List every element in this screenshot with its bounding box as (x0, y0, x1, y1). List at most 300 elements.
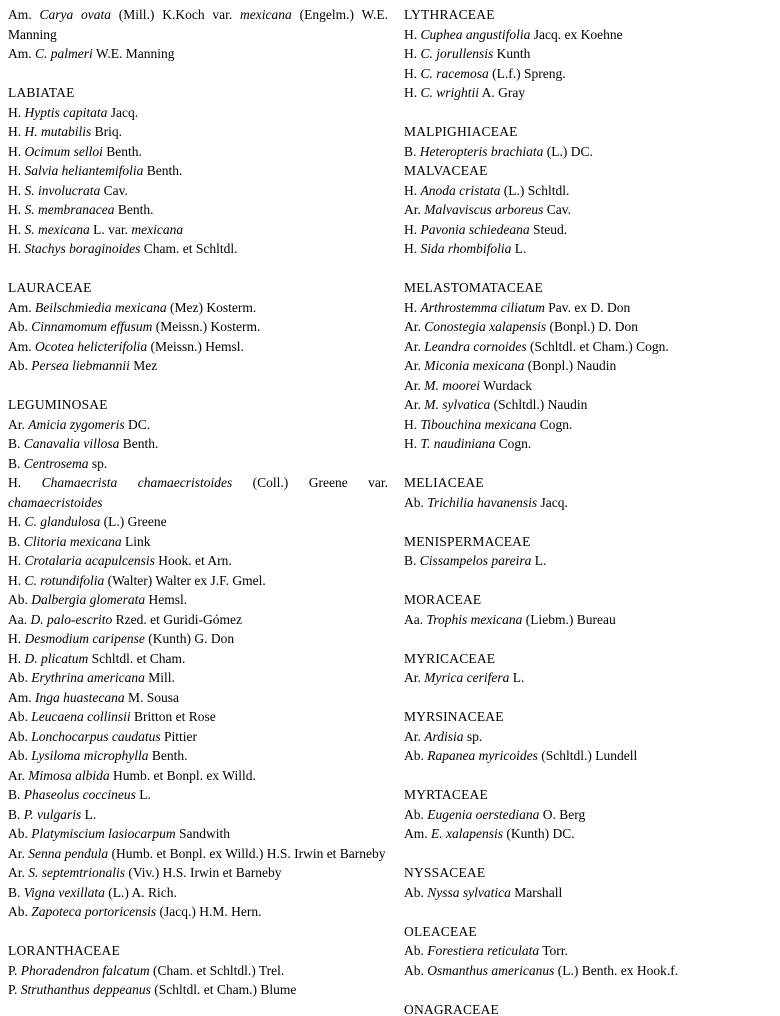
species-entry (8, 610, 388, 630)
scientific-name: Stachys boraginoides (24, 241, 141, 256)
scientific-name: C. racemosa (420, 65, 489, 81)
entry-text: B. (8, 787, 24, 802)
entry-text: (Schltdl.) Lundell (537, 748, 638, 763)
entry-text: Ar. (8, 845, 29, 861)
scientific-name: Salvia heliantemifolia (24, 163, 144, 178)
entry-text: (Mill.) K.Koch var. (110, 7, 241, 22)
family-heading: LYTHRACEAE (404, 7, 495, 22)
entry-text: DC. (124, 416, 151, 432)
species-entry (8, 629, 388, 649)
species-entry (8, 532, 388, 552)
entry-text: H. (404, 65, 421, 81)
entry-text: Cogn. (495, 436, 532, 451)
family-heading: NYSSACEAE (404, 865, 486, 880)
entry-text: H. (404, 416, 421, 432)
entry-text: Ab. (8, 748, 32, 763)
scientific-name: S. mexicana (24, 221, 90, 237)
entry-text: Ab. (8, 358, 32, 373)
entry-text: L. (135, 787, 151, 802)
entry-text: sp. (463, 728, 483, 744)
entry-text: (Coll.) Greene var. (232, 475, 388, 490)
entry-text: A. Gray (479, 85, 526, 100)
scientific-name: C. jorullensis (420, 46, 494, 61)
entry-text: L. (511, 241, 527, 256)
entry-text: H. (404, 26, 421, 42)
species-entry (404, 434, 780, 454)
species-entry (404, 941, 780, 961)
family-heading: MYRSINACEAE (404, 709, 504, 724)
family-block (404, 590, 780, 629)
entry-text: Ar. (404, 670, 425, 685)
entry-text: H. (8, 202, 25, 217)
entry-text: Aa. (404, 611, 427, 627)
family-heading: ONAGRACEAE (404, 1001, 499, 1016)
scientific-name: Erythrina americana (31, 670, 145, 685)
entry-text: Ar. (404, 319, 425, 334)
species-entry (404, 220, 780, 240)
species-entry (8, 844, 388, 864)
entry-text: H. (404, 299, 421, 315)
entry-text: P. (8, 962, 21, 978)
family-block (404, 278, 780, 454)
entry-text: (L.) Schltdl. (500, 182, 570, 198)
entry-text: H. (8, 124, 25, 139)
species-entry (404, 298, 780, 318)
species-entry (404, 64, 780, 84)
species-entry (8, 142, 388, 162)
entry-text: Ab. (404, 884, 428, 900)
family-block (404, 473, 780, 512)
scientific-name: Chamaecrista chamaecristoides (41, 475, 233, 490)
scientific-name: Senna pendula (28, 845, 109, 861)
species-entry (404, 824, 780, 844)
entry-text: L. (509, 670, 525, 685)
family-block (404, 863, 780, 902)
scientific-name: Hyptis capitata (24, 104, 108, 120)
scientific-name: Miconia mexicana (424, 358, 525, 373)
species-entry (404, 200, 780, 220)
species-entry (8, 571, 388, 591)
entry-text: (Jacq.) H.M. Hern. (156, 904, 262, 919)
entry-text: Jacq. (107, 104, 139, 120)
family-heading: MYRTACEAE (404, 787, 488, 802)
species-entry (404, 376, 780, 396)
entry-text: (L.) Benth. ex Hook.f. (554, 962, 679, 978)
scientific-name: Clitoria mexicana (23, 533, 122, 549)
scientific-name: S. membranacea (24, 202, 115, 217)
entry-text: Schltdl. et Cham. (88, 650, 186, 666)
entry-text: Aa. (8, 611, 31, 627)
entry-text: Ar. (8, 767, 29, 783)
species-entry (8, 5, 388, 44)
entry-text: Ab. (404, 962, 428, 978)
species-entry (8, 239, 388, 259)
species-entry (8, 454, 388, 474)
entry-text: (Liebm.) Bureau (522, 611, 616, 627)
entry-text: H. (8, 631, 25, 646)
species-entry (8, 688, 388, 708)
family-block (404, 1000, 780, 1016)
species-entry (404, 746, 780, 766)
entry-text: H. (8, 514, 25, 529)
entry-text: Ab. (8, 826, 32, 841)
scientific-name: Myrica cerifera (424, 670, 510, 685)
entry-text: B. (404, 143, 420, 159)
species-entry (8, 337, 388, 357)
family-block (8, 278, 388, 376)
entry-text: Marshall (510, 884, 563, 900)
entry-text: H. (8, 475, 42, 490)
entry-text: (L.) DC. (543, 143, 593, 159)
species-entry (8, 863, 388, 883)
species-entry (404, 551, 780, 571)
entry-text: Benth. (143, 163, 183, 178)
entry-text: B. (8, 455, 24, 471)
entry-text: (Meissn.) Hemsl. (147, 338, 244, 354)
entry-text: H. (404, 221, 421, 237)
entry-text: Ab. (8, 319, 32, 334)
scientific-name: M. moorei (424, 377, 480, 393)
entry-text: Rzed. et Guridi-Gómez (112, 611, 242, 627)
entry-text: Hemsl. (145, 592, 188, 607)
species-entry (8, 434, 388, 454)
scientific-name: Lysiloma microphylla (31, 748, 149, 763)
entry-text: (Bonpl.) Naudin (524, 358, 617, 373)
family-block (404, 649, 780, 688)
family-heading: MENISPERMACEAE (404, 533, 531, 549)
entry-text: Mill. (144, 670, 175, 685)
scientific-name: Cuphea angustifolia (420, 26, 531, 42)
scientific-name: C. rotundifolia (24, 572, 105, 588)
species-entry (8, 473, 388, 512)
scientific-name: Inga huastecana (35, 689, 125, 705)
scientific-name: Ocotea helicterifolia (35, 338, 148, 354)
scientific-name: Desmodium caripense (24, 631, 145, 646)
entry-text: Torr. (539, 943, 568, 958)
scientific-name: Pavonia schiedeana (420, 221, 530, 237)
species-entry (404, 356, 780, 376)
scientific-name: Cissampelos pareira (419, 553, 532, 568)
right-column (404, 5, 780, 1016)
family-heading: MELIACEAE (404, 475, 484, 490)
scientific-name: C. wrightii (420, 85, 480, 100)
scientific-name: Lonchocarpus caudatus (31, 728, 161, 744)
entry-text: Steud. (529, 221, 568, 237)
family-block (404, 122, 780, 161)
scientific-name: C. glandulosa (24, 514, 101, 529)
scientific-name: Osmanthus americanus (427, 962, 555, 978)
scientific-name: Nyssa sylvatica (427, 884, 511, 900)
species-entry (404, 805, 780, 825)
entry-text: Ab. (404, 943, 428, 958)
entry-text: H. (8, 241, 25, 256)
family-block (8, 83, 388, 259)
species-entry (8, 785, 388, 805)
species-entry (8, 103, 388, 123)
entry-text: Link (121, 533, 151, 549)
scientific-name: Struthanthus deppeanus (20, 982, 151, 997)
entry-text: Pittier (160, 728, 197, 744)
entry-text: Am. (404, 826, 431, 841)
entry-text: Ab. (8, 670, 32, 685)
entry-text: L. var. (89, 221, 132, 237)
scientific-name: C. palmeri (35, 46, 93, 61)
entry-text: Benth. (114, 202, 154, 217)
scientific-name: Beilschmiedia mexicana (35, 299, 167, 315)
scientific-name: Ardisia (424, 728, 464, 744)
scientific-name: Trichilia havanensis (427, 494, 538, 510)
entry-text: (Bonpl.) D. Don (546, 319, 638, 334)
scientific-name: S. septemtrionalis (28, 865, 125, 880)
species-entry (8, 298, 388, 318)
species-entry (8, 220, 388, 240)
family-block (404, 922, 780, 981)
entry-text: B. (8, 806, 24, 822)
species-entry (404, 239, 780, 259)
entry-text: Cham. et Schltdl. (140, 241, 238, 256)
entry-text: Ab. (8, 904, 32, 919)
scientific-name: Ocimum selloi (24, 143, 103, 159)
entry-text: Ar. (404, 377, 425, 393)
entry-text: (L.f.) Spreng. (488, 65, 566, 81)
scientific-name: Phoradendron falcatum (20, 962, 150, 978)
scientific-name: Dalbergia glomerata (31, 592, 146, 607)
species-entry (8, 161, 388, 181)
entry-text: (Mez) Kosterm. (166, 299, 257, 315)
scientific-name: Tibouchina mexicana (420, 416, 537, 432)
entry-text: (Walter) Walter ex J.F. Gmel. (104, 572, 266, 588)
entry-text: Am. (8, 7, 40, 22)
entry-text: Sandwith (175, 826, 231, 841)
entry-text: H. (8, 650, 25, 666)
scientific-name: Crotalaria acapulcensis (24, 553, 155, 568)
species-entry (8, 356, 388, 376)
entry-text: H. (404, 85, 421, 100)
species-entry (8, 668, 388, 688)
species-entry (8, 707, 388, 727)
family-heading: OLEACEAE (404, 923, 477, 939)
family-heading: MORACEAE (404, 592, 482, 607)
entry-text: H. (8, 572, 25, 588)
entry-text: Benth. (119, 436, 159, 451)
entry-text: H. (8, 553, 25, 568)
species-entry (404, 668, 780, 688)
entry-text: Wurdack (480, 377, 533, 393)
entry-text: Britton et Rose (130, 709, 216, 724)
scientific-name: Trophis mexicana (426, 611, 523, 627)
species-entry (8, 883, 388, 903)
species-entry (8, 317, 388, 337)
entry-text: H. (8, 143, 25, 159)
entry-text: H. (404, 182, 421, 198)
scientific-name: Vigna vexillata (23, 884, 105, 900)
entry-text: (Schltdl. et Cham.) Cogn. (526, 338, 669, 354)
species-entry (404, 337, 780, 357)
family-block (404, 161, 780, 259)
entry-text: W.E. Manning (92, 46, 175, 61)
entry-text: H. (404, 436, 421, 451)
family-block (8, 5, 388, 64)
entry-text: (Kunth) DC. (503, 826, 575, 841)
entry-text: Benth. (102, 143, 142, 159)
left-column (8, 5, 388, 1016)
species-entry (404, 727, 780, 747)
scientific-name: Cinnamomum effusum (31, 319, 153, 334)
scientific-name: Leucaena collinsii (31, 709, 131, 724)
species-entry (8, 415, 388, 435)
scientific-name: Phaseolus coccineus (23, 787, 136, 802)
scientific-name: Sida rhombifolia (420, 241, 512, 256)
entry-text: (Schltdl. et Cham.) Blume (150, 982, 297, 997)
species-entry (8, 824, 388, 844)
scientific-name: Leandra cornoides (424, 338, 527, 354)
entry-text: Ab. (404, 806, 428, 822)
entry-text: Humb. et Bonpl. ex Willd. (109, 767, 256, 783)
scientific-name: Anoda cristata (420, 182, 501, 198)
species-entry (404, 142, 780, 162)
entry-text: Jacq. ex Koehne (530, 26, 623, 42)
scientific-name: P. vulgaris (23, 806, 82, 822)
entry-text: Ab. (8, 709, 32, 724)
scientific-name: Rapanea myricoides (427, 748, 538, 763)
entry-text: (Humb. et Bonpl. ex Willd.) H.S. Irwin et Barneby (108, 845, 386, 861)
species-entry (404, 883, 780, 903)
scientific-name: D. palo-escrito (30, 611, 113, 627)
species-entry (404, 181, 780, 201)
family-block (404, 785, 780, 844)
entry-text: Ab. (8, 592, 32, 607)
species-entry (8, 746, 388, 766)
scientific-name: H. mutabilis (24, 124, 92, 139)
scientific-name: Persea liebmannii (31, 358, 130, 373)
species-entry (8, 181, 388, 201)
entry-text: Ab. (404, 494, 428, 510)
species-entry (8, 590, 388, 610)
species-entry (8, 902, 388, 922)
entry-text: Ar. (8, 865, 29, 880)
family-heading: MALVACEAE (404, 163, 488, 178)
scientific-name: Malvaviscus arboreus (424, 202, 544, 217)
entry-text: Ar. (404, 397, 425, 412)
entry-text: B. (8, 884, 24, 900)
scientific-name: Zapoteca portoricensis (31, 904, 157, 919)
entry-text: H. (404, 46, 421, 61)
entry-text: H. (8, 182, 25, 198)
scientific-name: Conostegia xalapensis (424, 319, 547, 334)
family-heading: MALPIGHIACEAE (404, 124, 518, 139)
entry-text: (Meissn.) Kosterm. (152, 319, 261, 334)
species-entry (404, 317, 780, 337)
scientific-name: Platymiscium lasiocarpum (31, 826, 176, 841)
species-entry (8, 512, 388, 532)
species-entry (8, 805, 388, 825)
entry-text: B. (8, 436, 24, 451)
entry-text: Ab. (404, 748, 428, 763)
species-entry (404, 83, 780, 103)
entry-text: Mez (129, 358, 158, 373)
family-heading: LEGUMINOSAE (8, 397, 108, 412)
species-entry (8, 200, 388, 220)
entry-text: Am. (8, 46, 35, 61)
entry-text: Cogn. (536, 416, 573, 432)
species-entry (8, 766, 388, 786)
family-heading: MELASTOMATACEAE (404, 280, 543, 295)
scientific-name: Heteropteris brachiata (419, 143, 544, 159)
family-heading: LORANTHACEAE (8, 943, 120, 958)
entry-text: P. (8, 982, 21, 997)
entry-text: Kunth (493, 46, 531, 61)
scientific-name: S. involucrata (24, 182, 101, 198)
entry-text: (L.) Greene (100, 514, 167, 529)
entry-text: H. (8, 163, 25, 178)
species-entry (404, 395, 780, 415)
entry-text: Am. (8, 689, 35, 705)
entry-text: (Cham. et Schltdl.) Trel. (149, 962, 285, 978)
entry-text: Ar. (404, 338, 425, 354)
entry-text: sp. (88, 455, 108, 471)
species-entry (404, 610, 780, 630)
family-heading: MYRICACEAE (404, 650, 496, 666)
scientific-name: Amicia zygomeris (28, 416, 125, 432)
entry-text: H. (8, 221, 25, 237)
family-heading: LABIATAE (8, 85, 75, 100)
entry-text: Am. (8, 299, 35, 315)
entry-text: Benth. (148, 748, 188, 763)
species-entry (8, 551, 388, 571)
scientific-name: D. plicatum (24, 650, 89, 666)
entry-text: Ar. (404, 202, 425, 217)
entry-text: Pav. ex D. Don (544, 299, 631, 315)
species-entry (8, 727, 388, 747)
entry-text: Ar. (404, 358, 425, 373)
scientific-name: Carya ovata (39, 7, 111, 22)
entry-text: L. (81, 806, 97, 822)
scientific-name: mexicana (240, 7, 292, 22)
species-entry (8, 980, 388, 1000)
scientific-name: Arthrostemma ciliatum (420, 299, 545, 315)
scientific-name: Centrosema (23, 455, 89, 471)
entry-text: M. Sousa (124, 689, 179, 705)
entry-text: Hook. et Arn. (154, 553, 232, 568)
family-block (404, 532, 780, 571)
scientific-name: Eugenia oerstediana (427, 806, 540, 822)
entry-text: Cav. (543, 202, 571, 217)
species-entry (404, 415, 780, 435)
entry-text: B. (404, 553, 420, 568)
entry-text: H. (404, 241, 421, 256)
scientific-name: Forestiera reticulata (427, 943, 540, 958)
entry-text: (Kunth) G. Don (144, 631, 235, 646)
scientific-name: T. naudiniana (420, 436, 496, 451)
entry-text: B. (8, 533, 24, 549)
species-entry (8, 649, 388, 669)
entry-text: Briq. (91, 124, 123, 139)
scientific-name: mexicana (131, 221, 184, 237)
scientific-name: Mimosa albida (28, 767, 110, 783)
entry-text: (L.) A. Rich. (104, 884, 177, 900)
entry-text: Ar. (8, 416, 29, 432)
entry-text: (Viv.) H.S. Irwin et Barneby (125, 865, 282, 880)
species-entry (404, 961, 780, 981)
scientific-name: E. xalapensis (431, 826, 503, 841)
family-heading: LAURACEAE (8, 280, 92, 295)
species-entry (8, 44, 388, 64)
entry-text: Jacq. (537, 494, 568, 510)
family-block (8, 395, 388, 922)
scientific-name: chamaecristoides (8, 494, 103, 510)
entry-text: Am. (8, 338, 35, 354)
family-block (8, 941, 388, 1000)
